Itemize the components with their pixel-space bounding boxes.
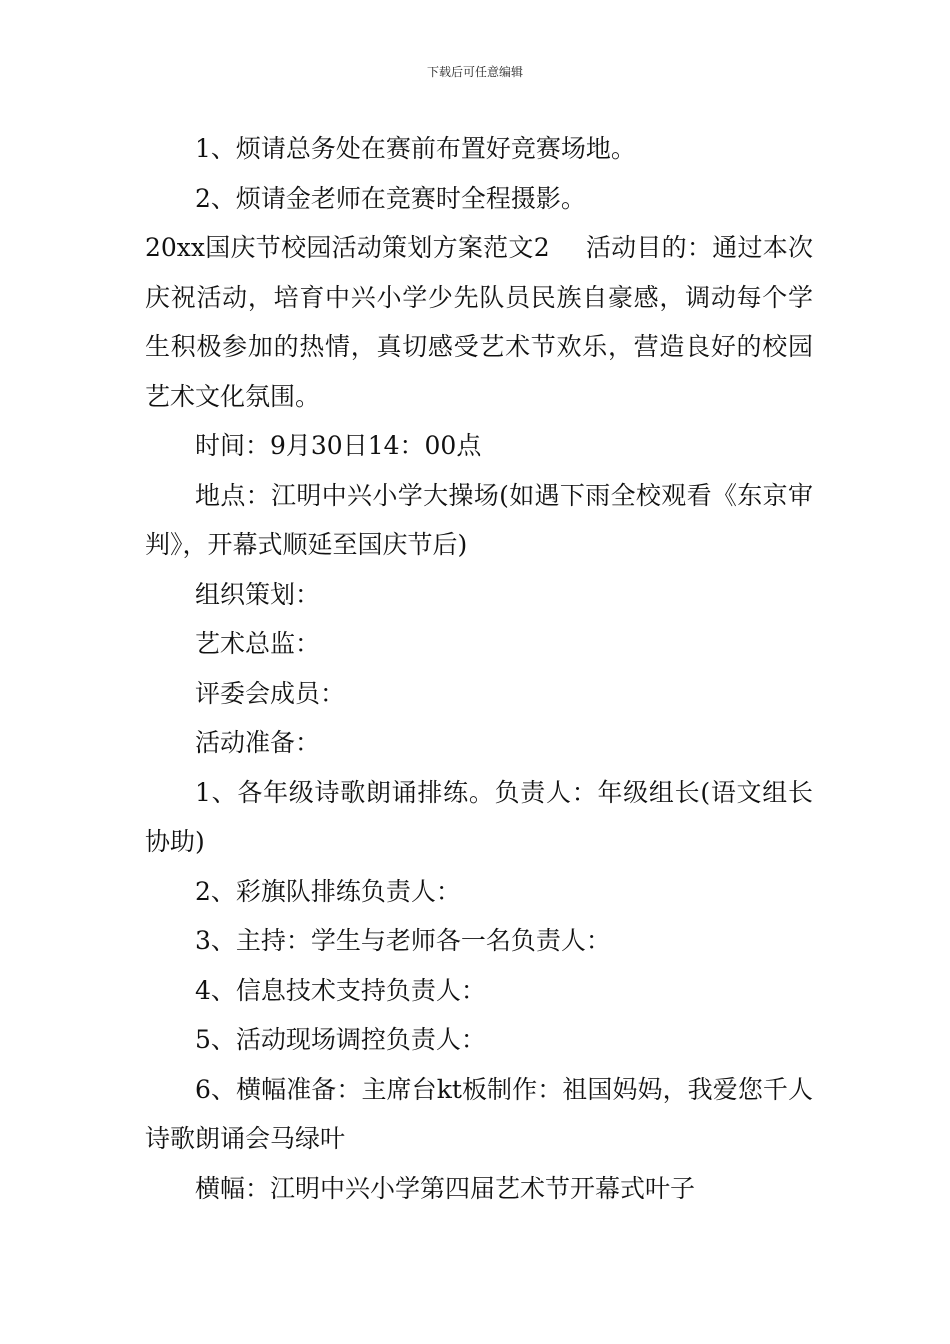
paragraph-prep-3: 3、主持：学生与老师各一名负责人： bbox=[195, 926, 611, 955]
paragraph-prep-5: 5、活动现场调控负责人： bbox=[195, 1025, 486, 1054]
paragraph-prep-6: 6、横幅准备：主席台kt板制作：祖国妈妈，我爱您千人诗歌朗诵会马绿叶 bbox=[145, 1074, 813, 1153]
paragraph-prep-2: 2、彩旗队排练负责人： bbox=[195, 876, 461, 906]
paragraph-1: 1、烦请总务处在赛前布置好竞赛场地。 bbox=[195, 134, 636, 163]
paragraph-art-director: 艺术总监： bbox=[195, 629, 321, 658]
paragraph-banner: 横幅：江明中兴小学第四届艺术节开幕式叶子 bbox=[195, 1173, 696, 1203]
paragraph-prep-4: 4、信息技术支持负责人： bbox=[195, 975, 486, 1005]
paragraph-judges: 评委会成员： bbox=[195, 678, 346, 708]
paragraph-preparation: 活动准备： bbox=[195, 728, 321, 757]
paragraph-prep-1: 1、各年级诗歌朗诵排练。负责人：年级组长(语文组长协助) bbox=[145, 777, 813, 856]
paragraph-location: 地点：江明中兴小学大操场(如遇下雨全校观看《东京审判》，开幕式顺延至国庆节后) bbox=[145, 480, 813, 559]
paragraph-3 bbox=[145, 223, 813, 421]
paragraph-3-text: 活动目的：通过本次庆祝活动，培育中兴小学少先队员民族自豪感，调动每个学生积极参加的热情，真切感受艺术节欢乐，营造良好的校园艺术文化氛围。 bbox=[145, 233, 813, 411]
section-title: 20xx国庆节校园活动策划方案范文2 bbox=[145, 233, 550, 262]
page-header: 下载后可任意编辑 bbox=[426, 65, 523, 79]
document-body bbox=[145, 124, 813, 1213]
paragraph-2: 2、烦请金老师在竞赛时全程摄影。 bbox=[195, 183, 586, 213]
paragraph-organizer: 组织策划： bbox=[195, 579, 321, 609]
paragraph-time: 时间：9月30日14：00点 bbox=[195, 431, 482, 460]
